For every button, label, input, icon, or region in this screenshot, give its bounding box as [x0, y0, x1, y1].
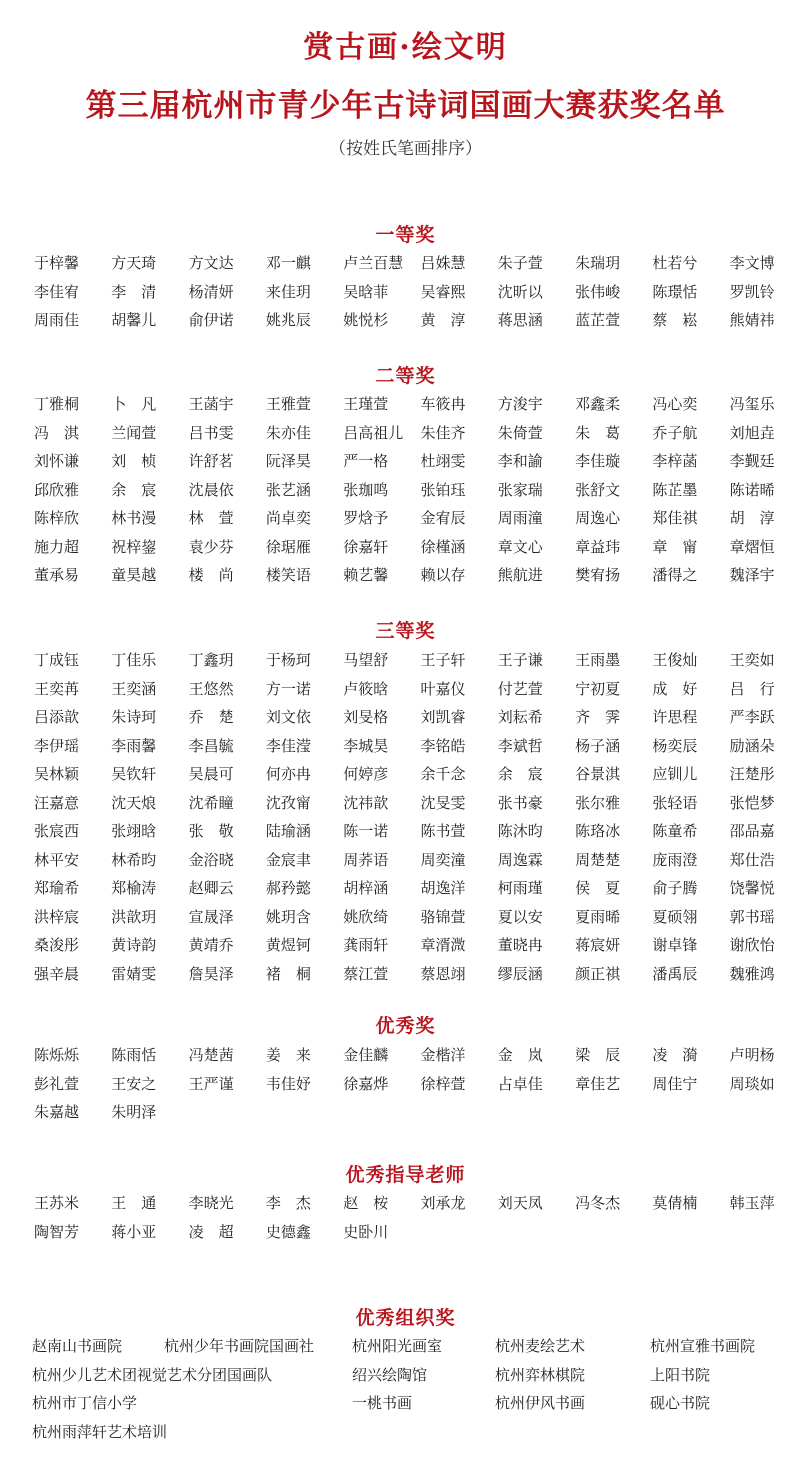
list-item: 莫倩楠: [652, 1194, 698, 1212]
section-title-organizations: 优秀组织奖: [355, 1307, 456, 1329]
list-item: 卜 凡: [111, 395, 157, 413]
list-item: 董承易: [34, 566, 80, 584]
list-item: 陶智芳: [34, 1222, 80, 1241]
list-item: 王雨墨: [575, 651, 621, 669]
list-item: 吕高祖儿: [343, 423, 404, 442]
list-item: 来佳玥: [265, 282, 311, 301]
list-item: 余千念: [420, 765, 466, 783]
list-item: 周逸霖: [497, 850, 543, 869]
list-item: 刘旻格: [343, 708, 389, 726]
list-item: 刘天凤: [497, 1194, 543, 1212]
section-title-teachers: 优秀指导老师: [345, 1164, 466, 1186]
list-item: 章益玮: [575, 537, 621, 556]
list-item: 许思程: [652, 708, 698, 726]
list-item: 李梓菡: [652, 452, 698, 470]
list-item: 杭州弈林棋院: [495, 1365, 586, 1384]
list-item: 金浴晓: [188, 850, 234, 869]
list-item: 周奕潼: [420, 850, 466, 869]
list-item: 张宸西: [34, 822, 80, 840]
list-item: 李雨馨: [111, 736, 157, 755]
list-item: 金宸聿: [265, 850, 311, 869]
list-item: 周雨佳: [34, 311, 80, 329]
list-item: 李和諭: [497, 452, 543, 470]
list-item: 杭州麦绘艺术: [495, 1337, 586, 1355]
list-item: 余 宸: [111, 480, 157, 499]
list-item: 赖艺馨: [343, 566, 389, 584]
list-item: 谢卓锋: [652, 936, 698, 954]
list-item: 汪楚彤: [729, 765, 775, 783]
list-item: 朱子萱: [497, 254, 543, 272]
list-item: 杭州少年书画院国画社: [164, 1337, 315, 1355]
list-item: 罗焓予: [343, 509, 389, 527]
list-item: 姚兆辰: [265, 311, 311, 329]
list-item: 冯心奕: [652, 395, 698, 413]
list-item: 丁成钰: [34, 651, 80, 669]
list-item: 蔡恩翊: [420, 964, 466, 983]
list-item: 吕书雯: [188, 423, 234, 442]
list-item: 黄煜钶: [265, 936, 311, 954]
section-title-third-prize: 三等奖: [375, 620, 436, 642]
list-item: 成 好: [652, 679, 698, 698]
list-item: 柯雨瑾: [497, 879, 543, 897]
list-item: 张翊晗: [111, 822, 157, 840]
organization-list: [32, 1336, 802, 1450]
list-item: 王菡宇: [188, 395, 234, 413]
list-item: 砚心书院: [650, 1394, 711, 1412]
list-item: 李斌哲: [497, 736, 543, 755]
list-item: 何亦冉: [265, 765, 311, 783]
list-item: 方天琦: [111, 254, 157, 272]
list-item: 沈孜甯: [265, 793, 311, 812]
list-item: 楼笑语: [265, 566, 311, 584]
list-item: 杭州宣雅书画院: [650, 1337, 756, 1355]
list-item: 蒋小亚: [111, 1222, 157, 1241]
list-item: 朱倚萱: [497, 423, 543, 442]
list-item: 桑浚彤: [34, 936, 80, 954]
list-item: 严一格: [343, 452, 389, 470]
list-item: 章文心: [497, 537, 543, 556]
list-item: 侯 夏: [575, 879, 621, 897]
list-item: 黄诗韵: [111, 936, 157, 954]
list-item: 郭书瑶: [729, 907, 775, 926]
list-item: 徐槿涵: [420, 537, 466, 556]
list-item: 潘得之: [652, 566, 698, 584]
list-item: 吴林颖: [34, 765, 80, 783]
list-item: 童昊越: [111, 566, 157, 584]
section-title-merit-prize: 优秀奖: [375, 1015, 436, 1037]
list-item: 章熠恒: [729, 537, 775, 556]
list-item: 张艺涵: [265, 480, 311, 499]
list-item: 史德鑫: [265, 1222, 311, 1241]
list-item: 胡逸洋: [420, 879, 466, 897]
list-item: 杭州伊风书画: [495, 1394, 586, 1412]
list-item: 樊宥扬: [575, 566, 621, 584]
list-item: 丁雅桐: [34, 395, 80, 413]
list-item: 王悠然: [188, 679, 234, 698]
list-item: 黄 淳: [420, 311, 466, 329]
list-item: 刘承龙: [420, 1194, 466, 1212]
list-item: 王奕苒: [34, 679, 80, 698]
list-item: 董晓冉: [497, 936, 543, 954]
list-item: 凌 漪: [652, 1046, 698, 1064]
first-prize-list: [34, 253, 794, 339]
list-item: 吕 行: [729, 679, 775, 698]
list-item: 褚 桐: [265, 964, 311, 983]
list-item: 卢明杨: [729, 1046, 775, 1064]
list-item: 魏泽宇: [729, 566, 775, 584]
list-item: 冯 淇: [34, 423, 80, 442]
list-item: 郑仕浩: [729, 850, 775, 869]
list-item: 蒋思涵: [497, 311, 543, 329]
list-item: 于梓馨: [34, 254, 80, 272]
list-item: 刘 桢: [111, 452, 157, 470]
list-item: 谢欣怡: [729, 936, 775, 954]
list-item: 章佳艺: [575, 1074, 621, 1093]
list-item: 庞雨澄: [652, 850, 698, 869]
list-item: 赵 桉: [343, 1194, 389, 1212]
list-item: 陈沐昀: [497, 822, 543, 840]
list-item: 徐嘉轩: [343, 537, 389, 556]
list-item: 周逸心: [575, 509, 621, 527]
list-item: 李文博: [729, 254, 775, 272]
list-item: 张伟峻: [575, 282, 621, 301]
list-item: 韦佳妤: [265, 1074, 311, 1093]
list-item: 马望舒: [343, 651, 389, 669]
list-item: 齐 霁: [575, 708, 621, 726]
list-item: 胡 淳: [729, 509, 775, 527]
list-item: 应钏儿: [652, 765, 698, 783]
list-item: 姜 来: [265, 1046, 311, 1064]
list-item: 郑榆涛: [111, 879, 157, 897]
list-item: 冯玺乐: [729, 395, 775, 413]
list-item: 朱诗珂: [111, 708, 157, 726]
list-item: 李佳宥: [34, 282, 80, 301]
list-item: 陈梓欣: [34, 509, 80, 527]
list-item: 张珈鸣: [343, 480, 389, 499]
list-item: 姚欣绮: [343, 907, 389, 926]
list-item: 沈晨依: [188, 480, 234, 499]
list-item: 龚雨轩: [343, 936, 389, 954]
list-item: 杜翊雯: [420, 452, 466, 470]
third-prize-list: [34, 650, 794, 992]
list-item: 王雅萱: [265, 395, 311, 413]
list-item: 陈芷墨: [652, 480, 698, 499]
list-item: 夏雨晞: [575, 907, 621, 926]
list-item: 杭州市丁信小学: [32, 1394, 138, 1412]
list-item: 汪嘉意: [34, 793, 80, 812]
list-item: 阮泽昊: [265, 452, 311, 470]
list-item: 蔡江萱: [343, 964, 389, 983]
list-item: 杭州少儿艺术团视觉艺术分团国画队: [32, 1365, 273, 1384]
list-item: 付艺萱: [497, 679, 543, 698]
list-item: 陈璟恬: [652, 282, 698, 301]
list-item: [164, 1365, 352, 1394]
list-item: 洪梓宸: [34, 907, 80, 926]
list-item: 宣晟泽: [188, 907, 234, 926]
list-item: 陈珞冰: [575, 822, 621, 840]
list-item: 王子谦: [497, 651, 543, 669]
list-item: 李铭皓: [420, 736, 466, 755]
list-item: 上阳书院: [650, 1365, 711, 1384]
list-item: 李佳滢: [265, 736, 311, 755]
list-item: 朱 葛: [575, 423, 621, 442]
list-item: 李佳璇: [575, 452, 621, 470]
list-item: 邓一麒: [265, 254, 311, 272]
list-item: 赵卿云: [188, 879, 234, 897]
list-item: 朱嘉越: [34, 1103, 80, 1121]
list-item: 刘旭垚: [729, 423, 775, 442]
list-item: 张舒文: [575, 480, 621, 499]
list-item: 陈烁烁: [34, 1046, 80, 1064]
list-item: 吴睿熙: [420, 282, 466, 301]
list-item: 李 清: [111, 282, 157, 301]
list-item: 方浚宇: [497, 395, 543, 413]
list-item: 王奕涵: [111, 679, 157, 698]
merit-prize-list: [34, 1045, 794, 1131]
list-item: 方文达: [188, 254, 234, 272]
list-item: 徐琚雁: [265, 537, 311, 556]
list-item: 李 杰: [265, 1194, 311, 1212]
list-item: 谷景淇: [575, 765, 621, 783]
list-item: 王俊灿: [652, 651, 698, 669]
list-item: 胡馨儿: [111, 311, 157, 329]
list-item: 徐嘉烨: [343, 1074, 389, 1093]
list-item: 卢筱晗: [343, 679, 389, 698]
list-item: 施力超: [34, 537, 80, 556]
list-item: 刘文依: [265, 708, 311, 726]
list-item: 尚卓奕: [265, 509, 311, 527]
list-item: 绍兴绘陶馆: [352, 1365, 428, 1384]
list-item: 郑瑜希: [34, 879, 80, 897]
list-item: 沈希瞳: [188, 793, 234, 812]
main-title: 赏古画·绘文明: [303, 30, 508, 65]
list-item: 李觐廷: [729, 452, 775, 470]
list-item: 一桃书画: [352, 1394, 413, 1412]
list-item: 兰闻萱: [111, 423, 157, 442]
list-item: 杭州雨萍轩艺术培训: [32, 1422, 168, 1441]
list-item: 章湑溦: [420, 936, 466, 954]
list-item: 熊婧祎: [729, 311, 775, 329]
list-item: 韩玉萍: [729, 1194, 775, 1212]
list-item: 赵南山书画院: [32, 1337, 123, 1355]
list-item: 彭礼萱: [34, 1074, 80, 1093]
list-item: 王奕如: [729, 651, 775, 669]
list-item: 林 萱: [188, 509, 234, 527]
list-item: 周雨潼: [497, 509, 543, 527]
list-item: 林平安: [34, 850, 80, 869]
list-item: 郝矜懿: [265, 879, 311, 897]
list-item: 周佳宁: [652, 1074, 698, 1093]
list-item: 励涵朵: [729, 736, 775, 755]
list-item: 张铂珏: [420, 480, 466, 499]
list-item: 车筱冉: [420, 395, 466, 413]
list-item: 王苏米: [34, 1194, 80, 1212]
list-item: 于杨珂: [265, 651, 311, 669]
list-item: 黄靖乔: [188, 936, 234, 954]
list-item: 徐梓萱: [420, 1074, 466, 1093]
list-item: 张尔雅: [575, 793, 621, 812]
list-item: 何婷彦: [343, 765, 389, 783]
list-item: [164, 1393, 352, 1422]
list-item: 方一诺: [265, 679, 311, 698]
list-item: 姚悦杉: [343, 311, 389, 329]
list-item: 饶馨悦: [729, 879, 775, 897]
list-item: 蔡 崧: [652, 311, 698, 329]
list-item: 张恺梦: [729, 793, 775, 812]
list-item: 严李跃: [729, 708, 775, 726]
second-prize-list: [34, 394, 794, 594]
list-item: 沈天烺: [111, 793, 157, 812]
section-title-second-prize: 二等奖: [375, 365, 436, 387]
list-item: 张轻语: [652, 793, 698, 812]
list-item: 凌 超: [188, 1222, 234, 1241]
list-item: 缪辰涵: [497, 964, 543, 983]
list-item: 邵品嘉: [729, 822, 775, 840]
list-item: 雷婧雯: [111, 964, 157, 983]
list-item: 朱亦佳: [265, 423, 311, 442]
list-item: 王安之: [111, 1074, 157, 1093]
list-item: 朱瑞玥: [575, 254, 621, 272]
list-item: 蓝芷萱: [575, 311, 621, 329]
list-item: 王子轩: [420, 651, 466, 669]
list-item: 赖以存: [420, 566, 466, 584]
list-item: 朱明泽: [111, 1103, 157, 1121]
list-item: 邓鑫柔: [575, 395, 621, 413]
list-item: 李伊瑶: [34, 736, 80, 755]
list-item: 胡梓涵: [343, 879, 389, 897]
list-item: 杨奕辰: [652, 736, 698, 755]
list-item: 林书漫: [111, 509, 157, 527]
list-item: 陈一诺: [343, 822, 389, 840]
list-item: 夏硕翎: [652, 907, 698, 926]
list-item: 杨子涵: [575, 736, 621, 755]
list-item: 吴晨可: [188, 765, 234, 783]
list-item: 陈书萱: [420, 822, 466, 840]
list-item: 金佳麟: [343, 1046, 389, 1064]
list-item: 刘耘希: [497, 708, 543, 726]
list-item: 王瑾萱: [343, 395, 389, 413]
list-item: 冯冬杰: [575, 1194, 621, 1212]
list-item: 卢兰百慧: [343, 254, 404, 272]
list-item: 潘禹辰: [652, 964, 698, 983]
teacher-list: [34, 1193, 794, 1250]
list-item: 周楚楚: [575, 850, 621, 869]
list-item: 乔子航: [652, 423, 698, 442]
list-item: 史卧川: [343, 1222, 389, 1241]
list-item: 杜若兮: [652, 254, 698, 272]
list-item: 李晓光: [188, 1194, 234, 1212]
list-item: 陈童希: [652, 822, 698, 840]
list-item: 杨清妍: [188, 282, 234, 301]
list-item: 邱欣雅: [34, 480, 80, 499]
list-item: 陆瑜涵: [265, 822, 311, 840]
list-item: 祝梓鋆: [111, 537, 157, 556]
list-item: 乔 楚: [188, 708, 234, 726]
list-item: 詹昊泽: [188, 964, 234, 983]
list-item: 蒋宸妍: [575, 936, 621, 954]
list-item: 颜正祺: [575, 964, 621, 983]
list-item: 吴晗菲: [343, 282, 389, 301]
list-item: 强辛晨: [34, 964, 80, 983]
list-item: 冯楚茜: [188, 1046, 234, 1064]
list-item: 陈雨恬: [111, 1046, 157, 1064]
list-item: 余 宸: [497, 765, 543, 783]
list-item: 杭州阳光画室: [352, 1337, 443, 1355]
list-item: 沈昕以: [497, 282, 543, 301]
list-item: 周荞语: [343, 850, 389, 869]
list-item: 王严谨: [188, 1074, 234, 1093]
list-item: 郑佳祺: [652, 509, 698, 527]
competition-title: 第三届杭州市青少年古诗词国画大赛获奖名单: [85, 88, 726, 124]
list-item: 吕姝慧: [420, 254, 466, 272]
list-item: 熊航进: [497, 566, 543, 584]
list-item: 陈诺晞: [729, 480, 775, 499]
list-item: 俞子腾: [652, 879, 698, 897]
list-item: 张书豪: [497, 793, 543, 812]
list-item: 张家瑞: [497, 480, 543, 499]
list-item: 刘凯睿: [420, 708, 466, 726]
list-item: 梁 辰: [575, 1046, 621, 1064]
list-item: 李昌毓: [188, 736, 234, 755]
list-item: 丁鑫玥: [188, 651, 234, 669]
list-item: 章 甯: [652, 537, 698, 556]
list-item: 金楷洋: [420, 1046, 466, 1064]
list-item: 洪歆玥: [111, 907, 157, 926]
list-item: 许舒茗: [188, 452, 234, 470]
list-item: 林希昀: [111, 850, 157, 869]
list-item: 丁佳乐: [111, 651, 157, 669]
list-item: 俞伊诺: [188, 311, 234, 329]
list-item: 王 通: [111, 1194, 157, 1212]
list-item: 周琰如: [729, 1074, 775, 1093]
list-item: 宁初夏: [575, 679, 621, 698]
list-item: 袁少芬: [188, 537, 234, 556]
list-item: 骆锦萱: [420, 907, 466, 926]
list-item: 沈祎歆: [343, 793, 389, 812]
list-item: 姚玥含: [265, 907, 311, 926]
list-item: 沈旻雯: [420, 793, 466, 812]
list-item: 金 岚: [497, 1046, 543, 1064]
sort-note: （按姓氏笔画排序）: [329, 139, 482, 159]
list-item: 刘怀谦: [34, 452, 80, 470]
list-item: 占卓佳: [497, 1074, 543, 1093]
list-item: 叶嘉仪: [420, 679, 466, 698]
list-item: 楼 尚: [188, 566, 234, 584]
list-item: 李城昊: [343, 736, 389, 755]
list-item: 吴钦轩: [111, 765, 157, 783]
list-item: 朱佳齐: [420, 423, 466, 442]
list-item: 金宥辰: [420, 509, 466, 527]
section-title-first-prize: 一等奖: [375, 224, 436, 246]
list-item: 罗凯铃: [729, 282, 775, 301]
list-item: 吕添歆: [34, 708, 80, 726]
list-item: 夏以安: [497, 907, 543, 926]
list-item: 张 敬: [188, 822, 234, 840]
list-item: 魏雅鸿: [729, 964, 775, 983]
